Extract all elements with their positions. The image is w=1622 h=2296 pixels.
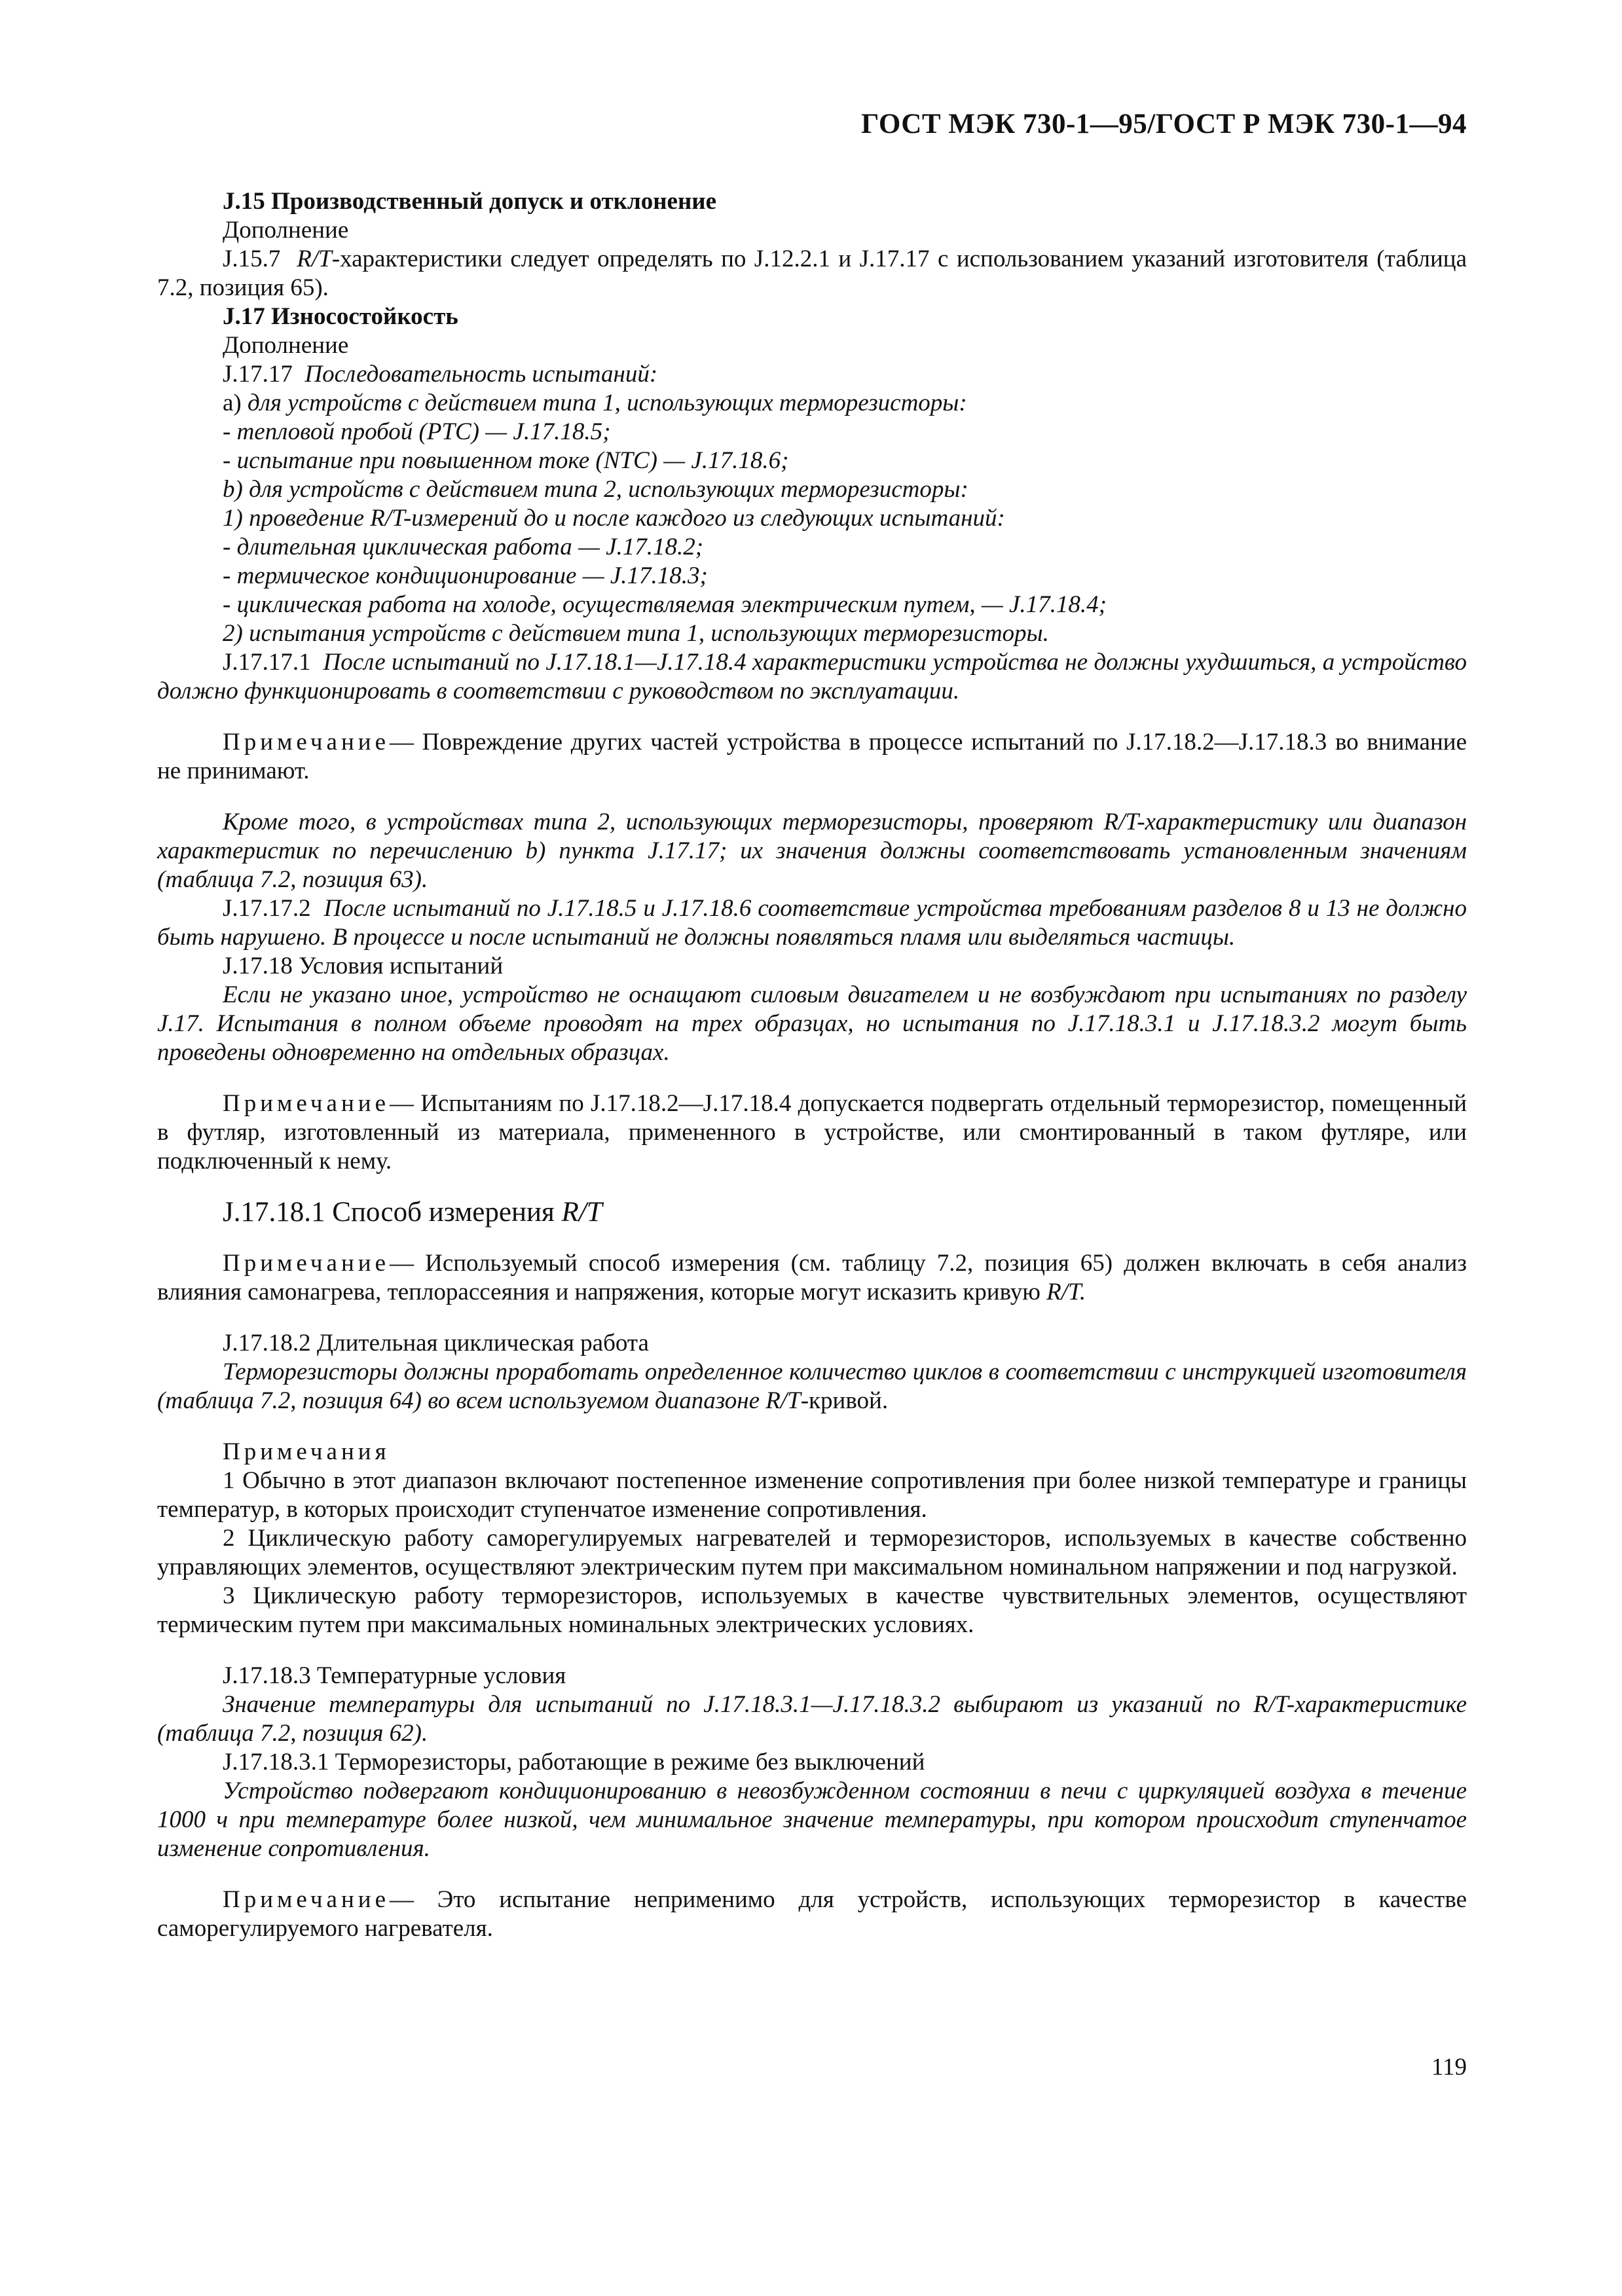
supplement-label: Дополнение xyxy=(223,332,349,359)
clause-j15-7 xyxy=(157,245,1467,302)
list-item: b) для устройств с действием типа 2, использующих терморезисторы: xyxy=(223,476,968,503)
list-item: - испытание при повышенном токе (NTC) — J.17.18.6; xyxy=(223,447,789,474)
note xyxy=(157,1886,1467,1943)
note xyxy=(157,1089,1467,1176)
clause-j17-17 xyxy=(157,360,1467,389)
list-text: -измерений до и после каждого из следующих испытаний: xyxy=(403,505,1005,532)
clause-j17-18-3-title: J.17.18.3 Температурные условия xyxy=(223,1662,566,1689)
clause-number: J.17.17.1 xyxy=(223,649,311,676)
note xyxy=(157,728,1467,786)
note xyxy=(157,1249,1467,1307)
clause-text: После испытаний по J.17.18.5 и J.17.18.6 соответствие устройства требованиям разделов 8 и 13 не должно быть нарушено. В процессе и после испытаний не должны появляться пламя или выделяться частицы. xyxy=(157,895,1467,951)
notes-label: Примечания xyxy=(223,1438,390,1465)
note-item: 1 Обычно в этот диапазон включают постепенное изменение сопротивления при более низкой температуре и границы температур, в которых происходит ступенчатое изменение сопротивления. xyxy=(157,1467,1467,1523)
clause-number: J.17.17 xyxy=(223,361,293,388)
clause-number: J.15.7 xyxy=(223,246,281,272)
clause-j17-18-2-title: J.17.18.2 Длительная циклическая работа xyxy=(223,1330,649,1357)
list-item xyxy=(157,389,1467,418)
clause-text: Терморезисторы должны проработать определенное количество циклов в соответствии с инструкцией изготовителя (таблица 7.2, позиция 64) во всем используемом диапазоне R/T xyxy=(157,1358,1467,1414)
page-content xyxy=(157,187,1467,1943)
page-number: 119 xyxy=(1431,2054,1467,2081)
rt-term: R/T xyxy=(297,246,332,272)
note-label: Примечание xyxy=(223,1090,390,1117)
clause-j17-18-text: Если не указано иное, устройство не оснащают силовым двигателем и не возбуждают при испытаниях по разделу J.17. Испытания в полном объеме проводят на трех образцах, но испытания по J.17.18.3.1 и J.17.18.3.2 могут быть проведены одновременно на отдельных образцах. xyxy=(157,981,1467,1066)
clause-j17-18-1-title xyxy=(157,1198,1467,1227)
list-item: - тепловой пробой (PTC) — J.17.18.5; xyxy=(223,418,611,445)
supplement-label: Дополнение xyxy=(223,217,349,244)
clause-j17-18-3-1-text: Устройство подвергают кондиционированию в невозбужденном состоянии в печи с циркуляцией воздуха в течение 1000 ч при температуре более низкой, чем минимальное значение температуры, при котором происходит ступенчатое изменение сопротивления. xyxy=(157,1777,1467,1862)
clause-number: J.17.17.2 xyxy=(223,895,311,922)
clause-j17-18-2-text xyxy=(157,1358,1467,1415)
note-text: — Это испытание неприменимо для устройств, использующих терморезистор в качестве саморегулируемого нагревателя. xyxy=(157,1886,1467,1942)
clause-text: После испытаний по J.17.18.1—J.17.18.4 характеристики устройства не должны ухудшиться, а устройство должно функционировать в соответствии с руководством по эксплуатации. xyxy=(157,649,1467,704)
note-label: Примечание xyxy=(223,1886,390,1913)
clause-text: -характеристики следует определять по J.12.2.1 и J.17.17 с использованием указаний изготовителя (таблица 7.2, позиция 65). xyxy=(157,246,1467,301)
note-item: 3 Циклическую работу терморезисторов, используемых в качестве чувствительных элементов, осуществляют термическим путем при максимальных номинальных электрических условиях. xyxy=(157,1582,1467,1638)
list-text: для устройств с действием типа 1, использующих терморезисторы: xyxy=(248,390,967,416)
note-text: — Испытаниям по J.17.18.2—J.17.18.4 допускается подвергать отдельный терморезистор, помещенный в футляр, изготовленный из материала, примененного в устройстве, или смонтированный в таком футляре, или подключенный к нему. xyxy=(157,1090,1467,1175)
rt-term: R/T. xyxy=(1046,1279,1086,1305)
list-item: - циклическая работа на холоде, осуществляемая электрическим путем, — J.17.18.4; xyxy=(223,591,1107,618)
note-text: — Повреждение других частей устройства в процессе испытаний по J.17.18.2—J.17.18.3 во внимание не принимают. xyxy=(157,729,1467,784)
note-item: 2 Циклическую работу саморегулируемых нагревателей и терморезисторов, используемых в качестве собственно управляющих элементов, осуществляют электрическим путем при максимальном номинальном напряжении и под нагрузкой. xyxy=(157,1525,1467,1580)
section-j17-title: J.17 Износостойкость xyxy=(223,303,458,330)
paragraph: Кроме того, в устройствах типа 2, использующих терморезисторы, проверяют R/T-характеристику или диапазон характеристик по перечислению b) пункта J.17.17; их значения должны соответствовать установленным значениям (таблица 7.2, позиция 63). xyxy=(157,809,1467,893)
list-item: 2) испытания устройств с действием типа 1, использующих терморезисторы. xyxy=(223,620,1049,647)
rt-term: R/T xyxy=(561,1197,602,1228)
clause-title: J.17.18.1 Способ измерения xyxy=(223,1197,555,1228)
clause-j17-18-title: J.17.18 Условия испытаний xyxy=(223,953,504,979)
clause-j17-17-1 xyxy=(157,648,1467,706)
section-j15-title: J.15 Производственный допуск и отклонение xyxy=(223,188,717,215)
note-label: Примечание xyxy=(223,729,390,756)
list-text: 1) проведение xyxy=(223,505,371,532)
clause-title: Последовательность испытаний: xyxy=(304,361,658,388)
list-item: - длительная циклическая работа — J.17.18.2; xyxy=(223,534,704,560)
page-header: ГОСТ МЭК 730-1—95/ГОСТ Р МЭК 730-1—94 xyxy=(861,109,1467,139)
rt-term: R/T xyxy=(370,505,403,532)
clause-j17-18-3-text: Значение температуры для испытаний по J.17.18.3.1—J.17.18.3.2 выбирают из указаний по R/T-характеристике (таблица 7.2, позиция 62). xyxy=(157,1691,1467,1747)
clause-text: -кривой. xyxy=(800,1387,889,1414)
note-label: Примечание xyxy=(223,1250,390,1277)
clause-j17-17-2 xyxy=(157,894,1467,952)
document-page xyxy=(157,0,1467,2296)
clause-j17-18-3-1-title: J.17.18.3.1 Терморезисторы, работающие в режиме без выключений xyxy=(223,1749,925,1776)
list-marker: а) xyxy=(223,390,242,416)
note-text: — Используемый способ измерения (см. таблицу 7.2, позиция 65) должен включать в себя анализ влияния самонагрева, теплорассеяния и напряжения, которые могут исказить кривую xyxy=(157,1250,1467,1305)
list-item: - термическое кондиционирование — J.17.18.3; xyxy=(223,562,708,589)
list-item xyxy=(157,504,1467,533)
